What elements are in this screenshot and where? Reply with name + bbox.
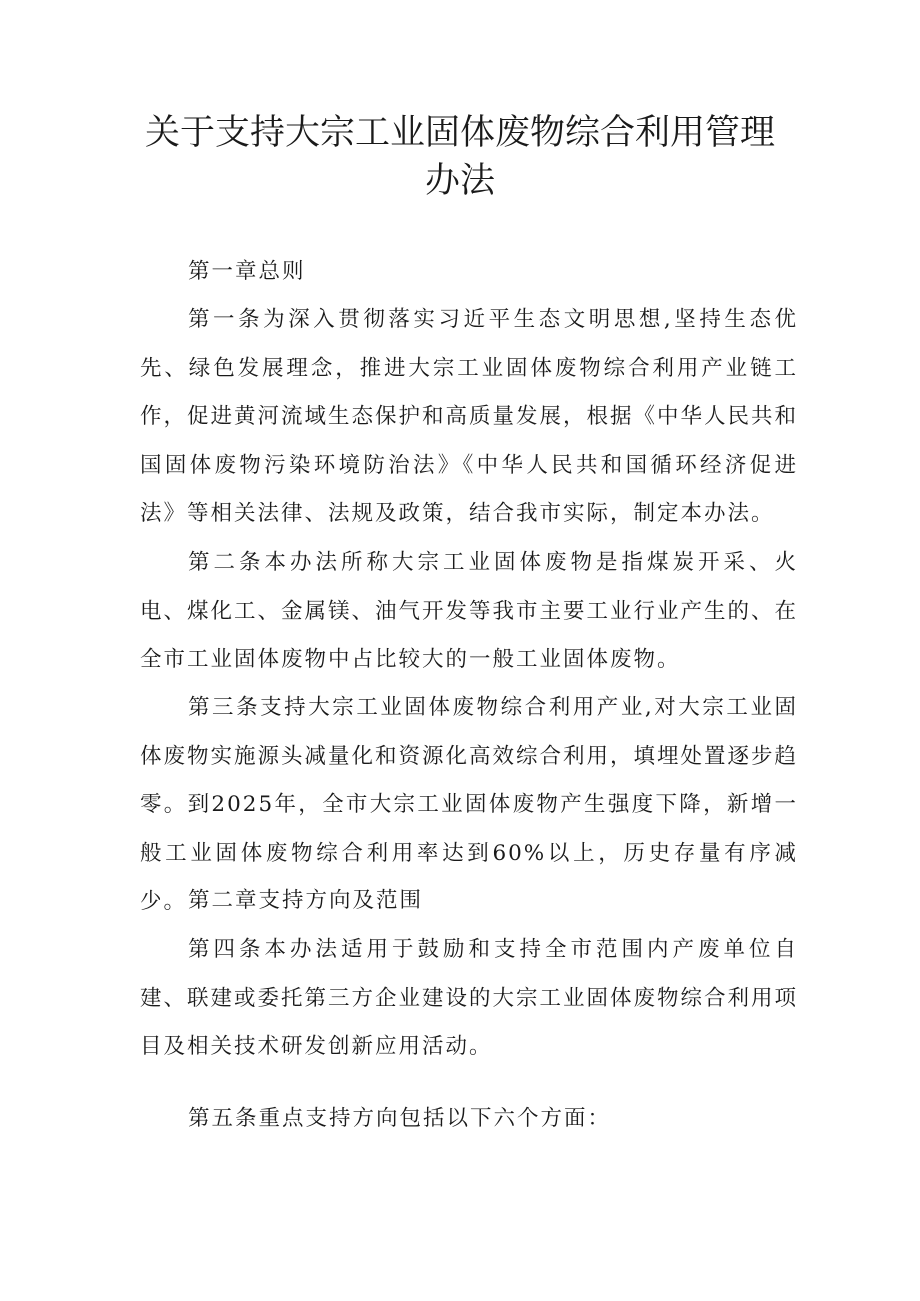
article-4-paragraph: 第四条本办法适用于鼓励和支持全市范围内产废单位自建、联建或委托第三方企业建设的大宗工业固体废物综合利用项目及相关技术研发创新应用活动。 xyxy=(140,937,799,1059)
chapter-2-heading: 第二章支持方向及范围 xyxy=(188,888,424,913)
chapter-1-heading: 第一章总则 xyxy=(188,259,306,284)
article-2-paragraph: 第二条本办法所称大宗工业固体废物是指煤炭开采、火电、煤化工、金属镁、油气开发等我市主要工业行业产生的、在全市工业固体废物中占比较大的一般工业固体废物。 xyxy=(140,550,799,672)
document-title-line-2: 办法 xyxy=(424,161,495,201)
article-1-paragraph: 第一条为深入贯彻落实习近平生态文明思想,坚持生态优先、绿色发展理念，推进大宗工业固体废物综合利用产业链工作，促进黄河流域生态保护和高质量发展，根据《中华人民共和国固体废物污染环境防治法》《中华人民共和国循环经济促进法》等相关法律、法规及政策，结合我市实际，制定本办法。 xyxy=(140,307,799,526)
document-title-line-1: 关于支持大宗工业固体废物综合利用管理 xyxy=(144,113,775,153)
article-5-paragraph: 第五条重点支持方向包括以下六个方面： xyxy=(188,1106,612,1131)
article-3-paragraph: 第三条支持大宗工业固体废物综合利用产业,对大宗工业固体废物实施源头减量化和资源化高效综合利用，填埋处置逐步趋零。到2025年，全市大宗工业固体废物产生强度下降，新增一般工业固体废物综合利用率达到60%以上，历史存量有序减少。 xyxy=(140,695,799,914)
